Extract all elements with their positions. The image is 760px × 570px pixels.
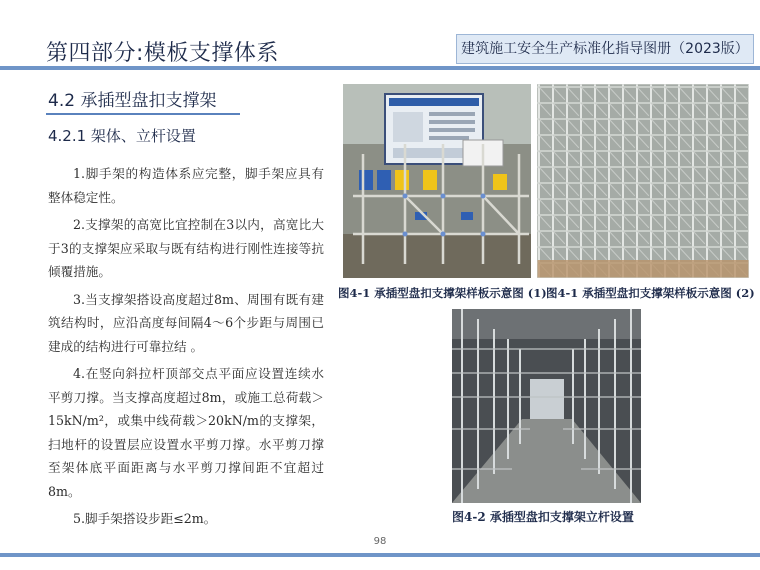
part-title: 第四部分:模板支撑体系 [46, 41, 279, 66]
figure-caption-1: 图4-1 承插型盘扣支撑架样板示意图 (1) [338, 286, 547, 300]
paragraph-1: 1.脚手架的构造体系应完整，脚手架应具有整体稳定性。 [48, 166, 324, 205]
section-underline [46, 113, 240, 115]
paragraph-4: 4.在竖向斜拉杆顶部交点平面应设置连续水平剪刀撑。当支撑高度超过8m，或施工总荷载＞15kN/m²，或集中线荷载＞20kN/m的支撑架，扫地杆的设置层应设置水平剪刀撑。水平剪刀撑至架体底平面距离与水平剪刀撑间距不宜超过8m。 [48, 366, 324, 499]
paragraph-3: 3.当支撑架搭设高度超过8m、周围有既有建筑结构时，应沿高度每间隔4～6个步距与周围已建成的结构进行可靠拉结 。 [48, 291, 324, 354]
paragraph-2: 2.支撑架的高宽比宜控制在3以内，高宽比大于3的支撑架应采取与既有结构进行刚性连接等抗倾覆措施。 [48, 217, 324, 279]
photo-scaffold-sample-board [343, 84, 531, 278]
footer-divider [0, 553, 760, 557]
subsection-title: 4.2.1 架体、立杆设置 [48, 127, 196, 145]
figure-caption-3: 图4-2 承插型盘扣支撑架立杆设置 [452, 510, 634, 524]
section-title: 4.2 承插型盘扣支撑架 [48, 91, 217, 111]
photo-scaffold-corridor [452, 309, 641, 503]
book-title-box [456, 34, 754, 64]
header-divider [0, 66, 760, 70]
figure-caption-2: 图4-1 承插型盘扣支撑架样板示意图 (2) [546, 286, 755, 300]
page-number: 98 [373, 536, 387, 547]
photo-scaffold-grid [537, 84, 749, 278]
paragraph-5: 5.脚手架搭设步距≤2m。 [73, 511, 217, 526]
body-text [48, 162, 324, 535]
book-title: 建筑施工安全生产标准化指导图册（2023版） [461, 41, 749, 57]
